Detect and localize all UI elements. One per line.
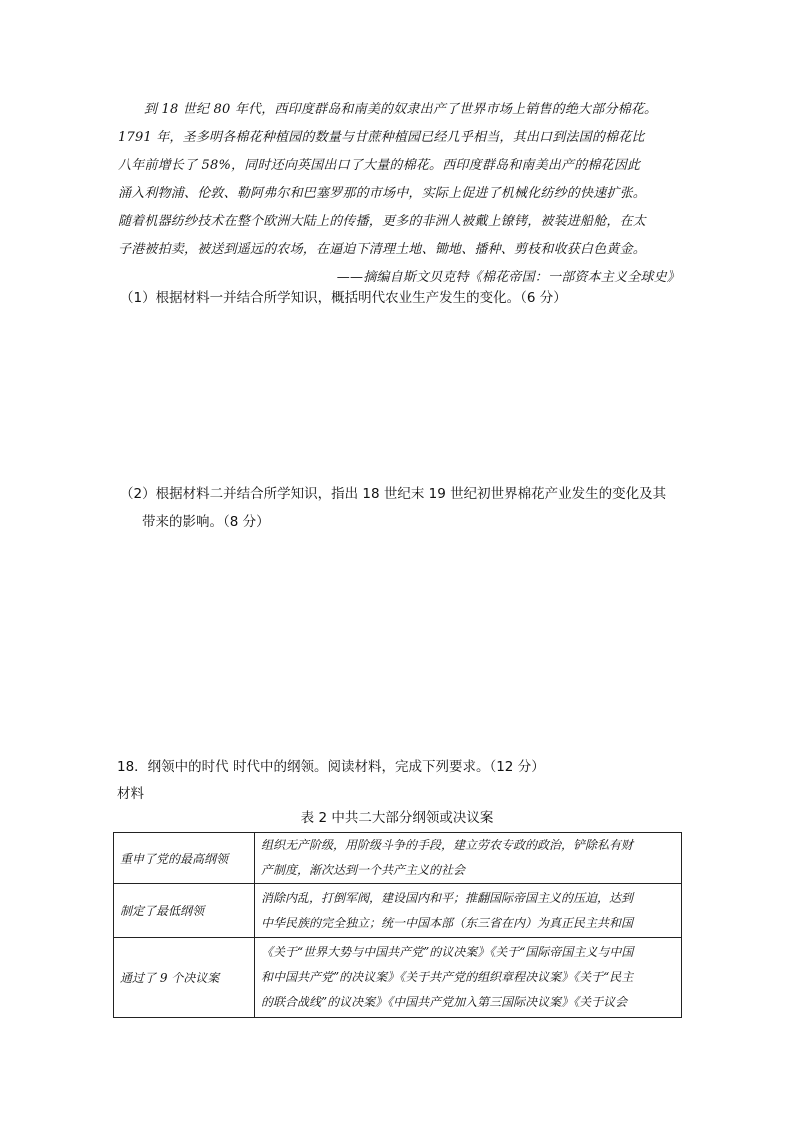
row-content-line: 中华民族的完全独立；统一中国本部（东三省在内）为真正民主共和国: [261, 915, 634, 930]
row-content-line: 产制度，渐次达到一个共产主义的社会: [261, 863, 466, 877]
row-content-line: 《关于“世界大势与中国共产党”的议决案》《关于“国际帝国主义与中国: [261, 945, 634, 959]
table-row: [114, 938, 682, 1018]
question-2-line-1: （2）根据材料二并结合所学知识，指出 18 世纪末 19 世纪初世界棉花产业发生的变化及其: [120, 486, 667, 502]
question-18-title: 18．纲领中的时代 时代中的纲领。阅读材料，完成下列要求。（12 分）: [117, 759, 545, 775]
program-table: [113, 832, 682, 1018]
material-line: 到 18 世纪 80 年代，西印度群岛和南美的奴隶出产了世界市场上销售的绝大部分棉花。: [144, 102, 658, 117]
table-row: [114, 884, 682, 938]
row-name: 制定了最低纲领: [114, 884, 255, 938]
row-content: [255, 884, 682, 938]
material-line: 八年前增长了 58%，同时还向英国出口了大量的棉花。西印度群岛和南美出产的棉花因此: [118, 158, 641, 173]
material-two-passage: [118, 96, 688, 292]
row-content-line: 组织无产阶级，用阶级斗争的手段，建立劳农专政的政治，铲除私有财: [261, 838, 634, 852]
row-name: 重申了党的最高纲领: [114, 833, 255, 884]
material-line: 子港被拍卖，被送到遥远的农场，在逼迫下清理土地、锄地、播种、剪枝和收获白色黄金。: [118, 242, 647, 257]
question-2-line-2: 带来的影响。（8 分）: [142, 514, 270, 530]
row-content-line: 的联合战线”的议决案》《中国共产党加入第三国际决议案》《关于议会: [261, 995, 628, 1009]
table-row: [114, 833, 682, 884]
question-1: （1）根据材料一并结合所学知识，概括明代农业生产发生的变化。（6 分）: [120, 290, 567, 306]
material-line: 1791 年，圣多明各棉花种植园的数量与甘蔗种植园已经几乎相当，其出口到法国的棉花比: [118, 130, 645, 145]
row-content-line: 和中国共产党”的决议案》《关于共产党的组织章程决议案》《关于“民主: [261, 970, 634, 984]
table-caption: 表 2 中共二大部分纲领或决议案: [300, 810, 494, 826]
row-content: [255, 938, 682, 1018]
question-2: [120, 480, 666, 536]
row-name: 通过了 9 个决议案: [114, 938, 255, 1018]
row-content: [255, 833, 682, 884]
material-label: 材料: [117, 786, 144, 802]
material-source: ——摘编自斯文贝克特《棉花帝国：一部资本主义全球史》: [336, 270, 680, 285]
material-line: 涌入利物浦、伦敦、勒阿弗尔和巴塞罗那的市场中，实际上促进了机械化纺纱的快速扩张。: [118, 186, 647, 201]
material-line: 随着机器纺纱技术在整个欧洲大陆上的传播，更多的非洲人被戴上镣铐，被装进船舱，在太: [118, 214, 647, 229]
row-content-line: 消除内乱，打倒军阀，建设国内和平；推翻国际帝国主义的压迫，达到: [261, 890, 634, 905]
